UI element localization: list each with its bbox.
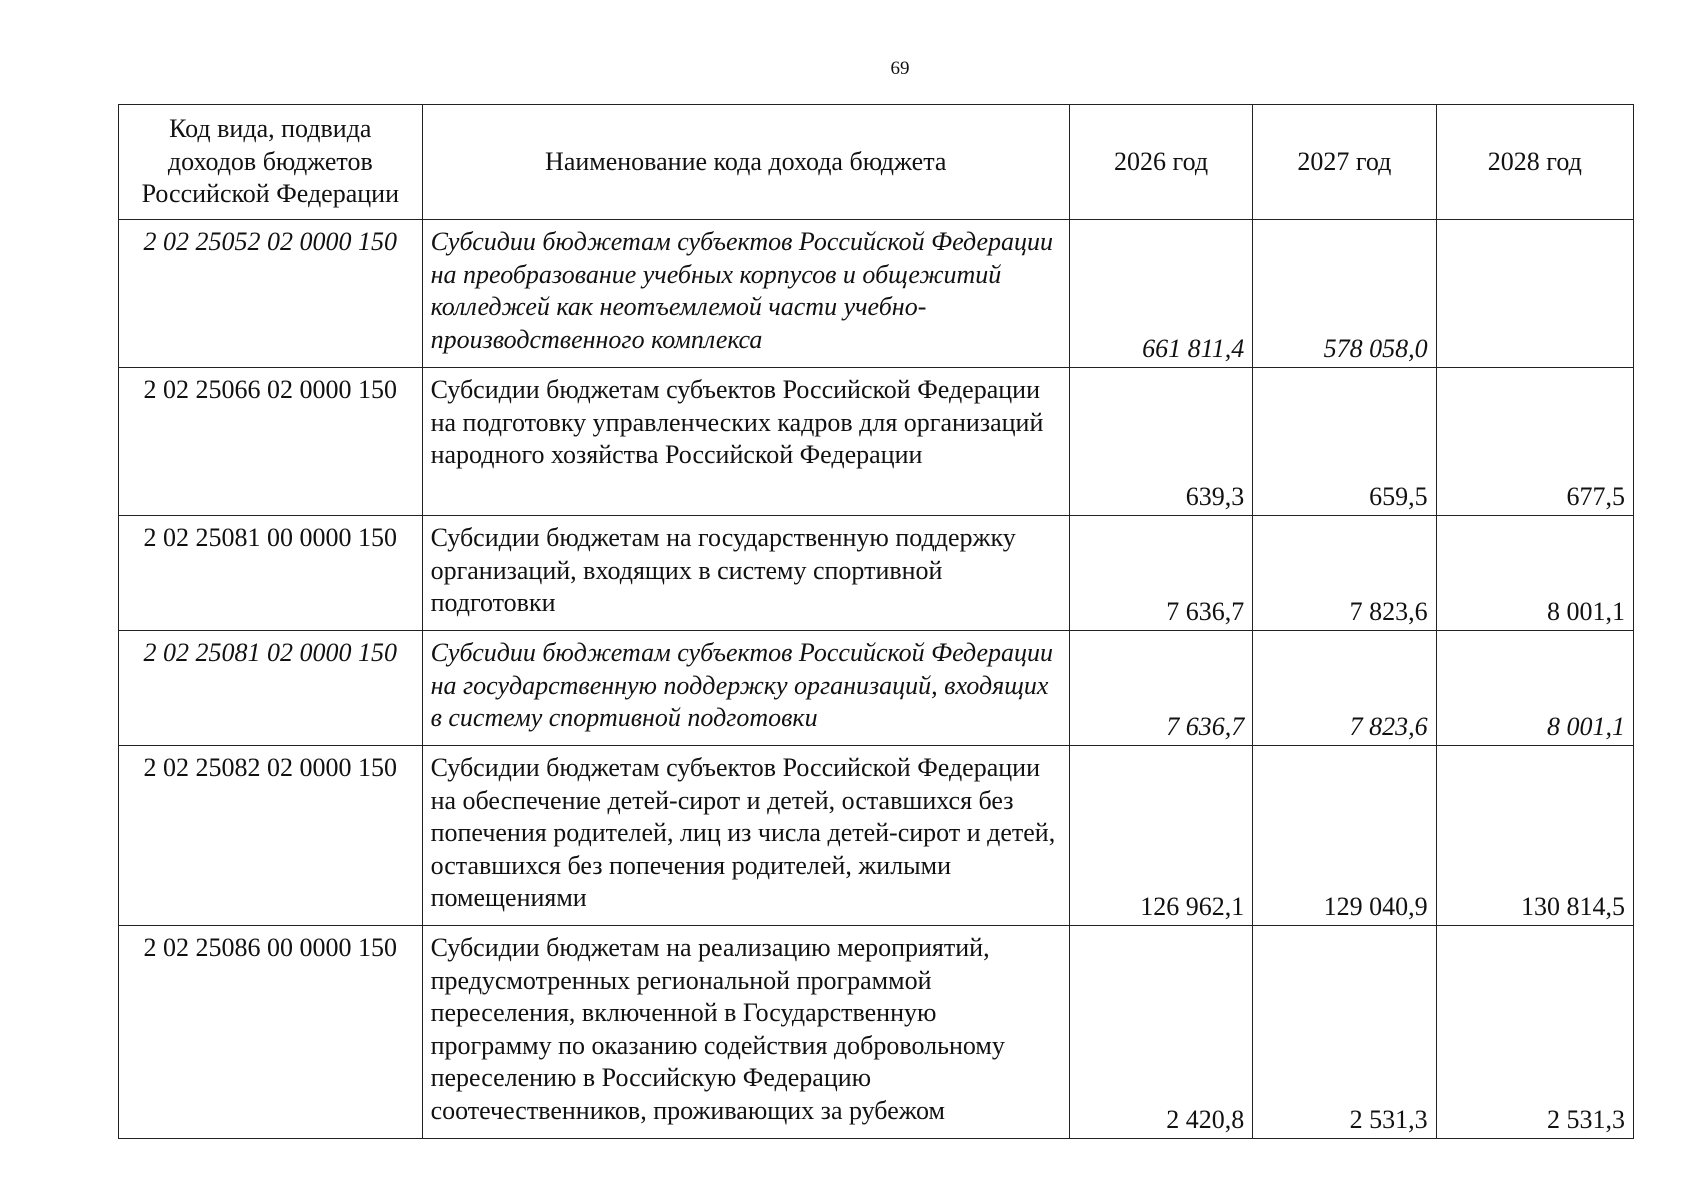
value-2027: 578 058,0 xyxy=(1253,220,1436,368)
header-year-2026: 2026 год xyxy=(1069,105,1252,220)
revenue-code: 2 02 25086 00 0000 150 xyxy=(119,926,423,1139)
page-number: 69 xyxy=(890,58,910,79)
value-2026: 2 420,8 xyxy=(1069,926,1252,1139)
table-row xyxy=(119,746,1634,926)
budget-revenue-table xyxy=(118,104,1634,1139)
revenue-name: Субсидии бюджетам субъектов Российской Федерации на государственную поддержку организаций, входящих в систему спортивной подготовки xyxy=(422,631,1069,746)
value-2027: 7 823,6 xyxy=(1253,516,1436,631)
revenue-name: Субсидии бюджетам на реализацию мероприятий, предусмотренных региональной программой переселения, включенной в Государственную программу по оказанию содействия добровольному переселению в Российскую Федерацию соотечественников, проживающих за рубежом xyxy=(422,926,1069,1139)
header-name: Наименование кода дохода бюджета xyxy=(422,105,1069,220)
value-2026: 639,3 xyxy=(1069,368,1252,516)
revenue-code: 2 02 25052 02 0000 150 xyxy=(119,220,423,368)
revenue-code: 2 02 25082 02 0000 150 xyxy=(119,746,423,926)
revenue-code: 2 02 25081 02 0000 150 xyxy=(119,631,423,746)
table-header-row xyxy=(119,105,1634,220)
value-2028: 8 001,1 xyxy=(1436,516,1633,631)
value-2026: 126 962,1 xyxy=(1069,746,1252,926)
revenue-code: 2 02 25081 00 0000 150 xyxy=(119,516,423,631)
table-row xyxy=(119,631,1634,746)
table-row xyxy=(119,220,1634,368)
revenue-name: Субсидии бюджетам субъектов Российской Федерации на подготовку управленческих кадров для организаций народного хозяйства Российской Федерации xyxy=(422,368,1069,516)
value-2027: 129 040,9 xyxy=(1253,746,1436,926)
revenue-name: Субсидии бюджетам субъектов Российской Федерации на преобразование учебных корпусов и общежитий колледжей как неотъемлемой части учебно-производственного комплекса xyxy=(422,220,1069,368)
value-2027: 659,5 xyxy=(1253,368,1436,516)
revenue-name: Субсидии бюджетам на государственную поддержку организаций, входящих в систему спортивной подготовки xyxy=(422,516,1069,631)
header-code: Код вида, подвида доходов бюджетов Российской Федерации xyxy=(119,105,423,220)
value-2028: 130 814,5 xyxy=(1436,746,1633,926)
revenue-code: 2 02 25066 02 0000 150 xyxy=(119,368,423,516)
revenue-name: Субсидии бюджетам субъектов Российской Федерации на обеспечение детей-сирот и детей, оставшихся без попечения родителей, лиц из числа детей-сирот и детей, оставшихся без попечения родителей, жилыми помещениями xyxy=(422,746,1069,926)
value-2028 xyxy=(1436,220,1633,368)
value-2027: 2 531,3 xyxy=(1253,926,1436,1139)
table-row xyxy=(119,516,1634,631)
value-2027: 7 823,6 xyxy=(1253,631,1436,746)
header-year-2028: 2028 год xyxy=(1436,105,1633,220)
value-2028: 677,5 xyxy=(1436,368,1633,516)
value-2026: 7 636,7 xyxy=(1069,631,1252,746)
table-row xyxy=(119,926,1634,1139)
header-year-2027: 2027 год xyxy=(1253,105,1436,220)
value-2026: 661 811,4 xyxy=(1069,220,1252,368)
table-row xyxy=(119,368,1634,516)
value-2028: 8 001,1 xyxy=(1436,631,1633,746)
value-2026: 7 636,7 xyxy=(1069,516,1252,631)
value-2028: 2 531,3 xyxy=(1436,926,1633,1139)
